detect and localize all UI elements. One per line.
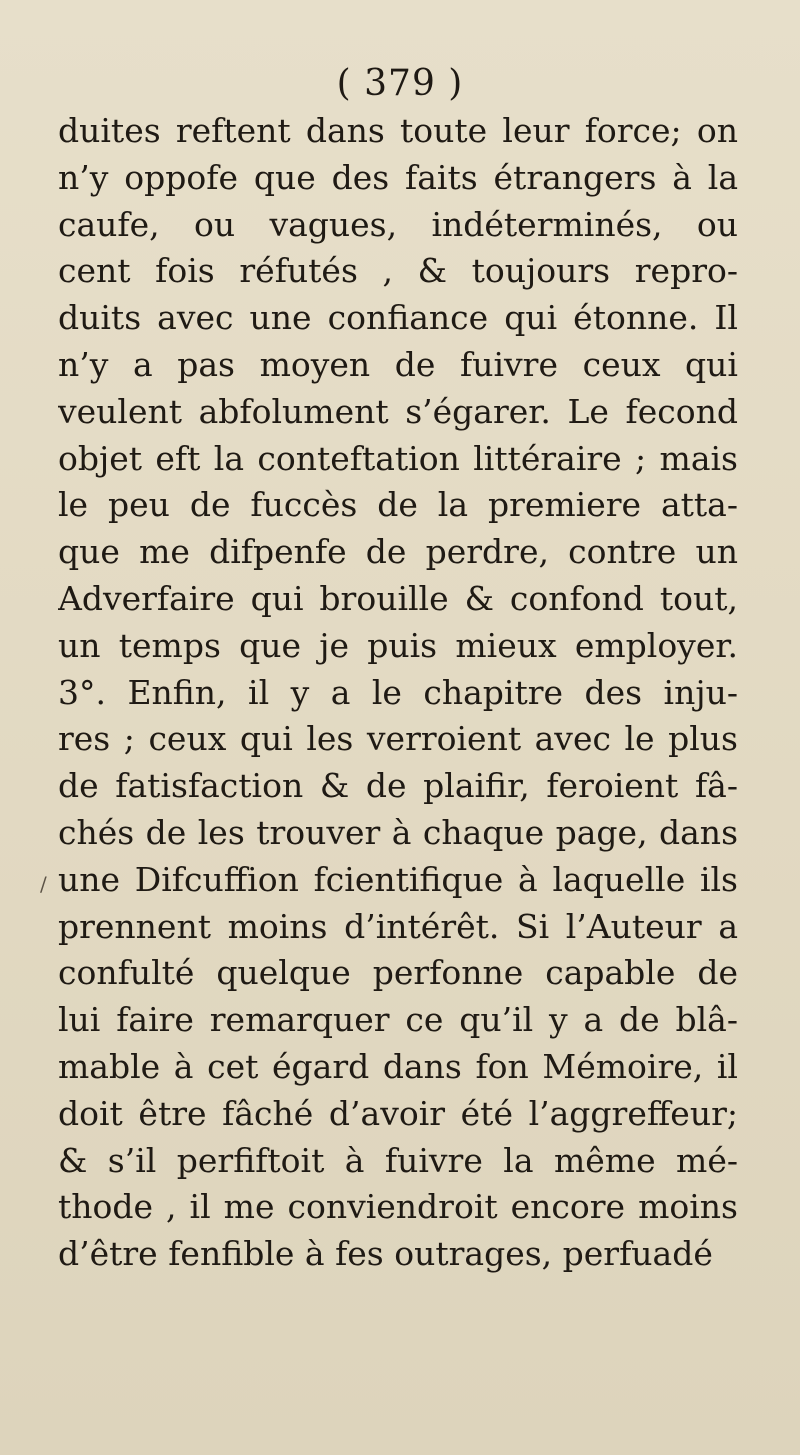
text-line: confulté quelque perfonne capable de xyxy=(58,953,738,993)
text-line: prennent moins d’intérêt. Si l’Auteur a xyxy=(58,906,738,946)
text-line: & s’il perfiftoit à fuivre la même mé- xyxy=(58,1140,738,1180)
text-line: chés de les trouver à chaque page, dans xyxy=(58,812,738,852)
text-line: thode , il me conviendroit encore moins xyxy=(58,1187,738,1227)
margin-mark: / xyxy=(40,872,47,896)
text-line: duites reftent dans toute leur force; on xyxy=(58,111,738,150)
text-line: Adverfaire qui brouille & confond tout, xyxy=(58,578,738,618)
text-line: veulent abfolument s’égarer. Le fecond xyxy=(58,391,738,431)
text-line: le peu de fuccès de la premiere atta- xyxy=(58,485,738,525)
text-line: un temps que je puis mieux employer. xyxy=(58,625,738,665)
body-text xyxy=(58,108,738,1278)
text-line: duits avec une confiance qui étonne. Il xyxy=(58,298,738,338)
text-line: caufe, ou vagues, indéterminés, ou xyxy=(58,204,738,244)
text-line: lui faire remarquer ce qu’il y a de blâ- xyxy=(58,1000,738,1040)
text-line: n’y oppofe que des faits étrangers à la xyxy=(58,157,738,197)
text-line: d’être fenfible à fes outrages, perfuadé xyxy=(58,1234,713,1274)
text-line: mable à cet égard dans fon Mémoire, il xyxy=(58,1046,738,1086)
text-line: doit être fâché d’avoir été l’aggreffeur; xyxy=(58,1093,738,1133)
text-line: res ; ceux qui les verroient avec le plus xyxy=(58,719,738,759)
text-line: une Difcuffion fcientifique à laquelle ils xyxy=(58,859,738,899)
text-line: cent fois réfutés , & toujours repro- xyxy=(58,251,738,291)
text-line: n’y a pas moyen de fuivre ceux qui xyxy=(58,344,738,384)
text-line: objet eft la conteftation littéraire ; mais xyxy=(58,438,738,478)
text-line: que me difpenfe de perdre, contre un xyxy=(58,532,738,572)
text-line: de fatisfaction & de plaifir, feroient fâ- xyxy=(58,766,738,806)
page-number: ( 379 ) xyxy=(336,63,464,104)
text-line: 3°. Enfin, il y a le chapitre des inju- xyxy=(58,672,738,712)
